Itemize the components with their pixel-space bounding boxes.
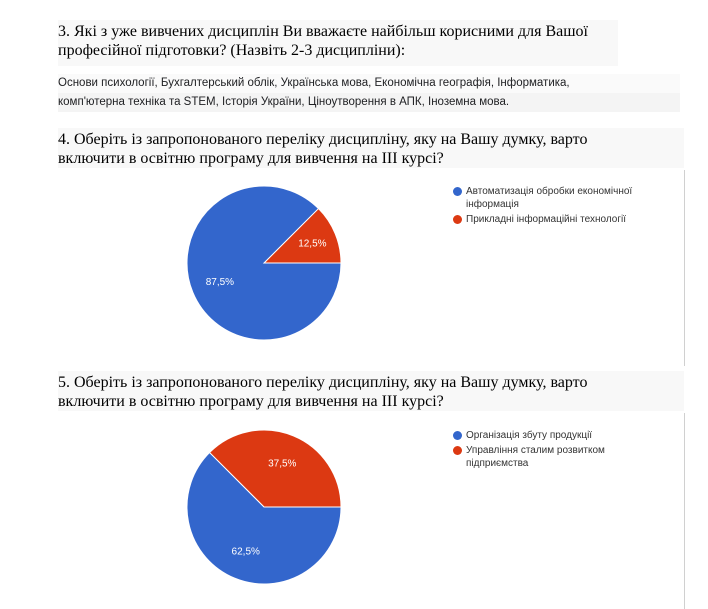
chart1-legend-label-2: Прикладні інформаційні технології: [466, 214, 626, 225]
chart1-slice-label-2: 12,5%: [298, 238, 327, 250]
chart2-slice-label-2: 37,5%: [268, 458, 297, 470]
q5-title: 5. Оберіть із запропонованого переліку дисципліну, яку на Вашу думку, варто включити в освітню програму для вивчення на ІІІ курсі?: [58, 374, 592, 410]
chart1-slice-1: [187, 186, 341, 340]
chart2-legend-label-2: Управління сталим розвитком підприємства: [466, 445, 605, 469]
chart2-legend-label-1: Організація збуту продукції: [466, 430, 593, 441]
q3-answer-line-1: Основи психології, Бухгалтерський облік, Українська мова, Економічна географія, Інформатика,: [58, 74, 680, 93]
q3-answer-line-2: комп'ютерна техніка та STEM, Історія України, Ціноутворення в АПК, Іноземна мова.: [58, 93, 680, 112]
chart2-slice-label-1: 62,5%: [231, 546, 260, 558]
chart1-legend-label-1: Автоматизація обробки економічної інформація: [466, 186, 633, 210]
q4-title: 4. Оберіть із запропонованого переліку дисципліну, яку на Вашу думку, варто включити в освітню програму для вивчення на ІІІ курсі?: [58, 131, 592, 167]
q3-title: 3. Які з уже вивчених дисциплін Ви вважаєте найбільш корисними для Вашої професійної підготовки? (Назвіть 2-3 дисципліни):: [58, 23, 592, 59]
chart1-slice-label-1: 87,5%: [205, 276, 235, 288]
